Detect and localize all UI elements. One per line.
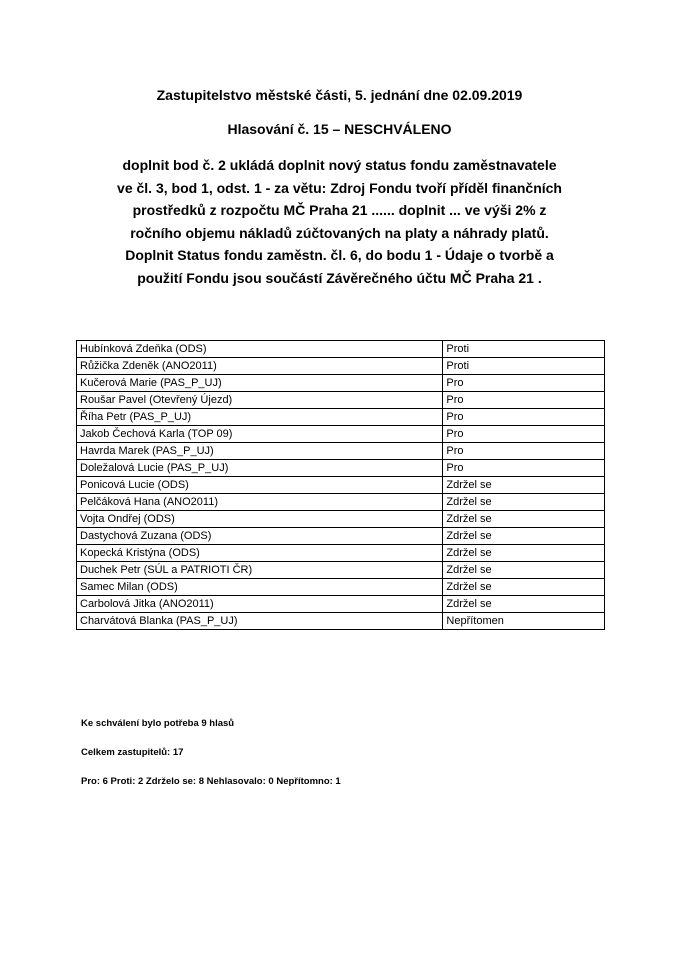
votes-table [76, 340, 605, 630]
description-line: ve čl. 3, bod 1, odst. 1 - za větu: Zdroj Fondu tvoří příděl finančních [117, 179, 562, 196]
description-line: Doplnit Status fondu zaměstn. čl. 6, do bodu 1 - Údaje o tvorbě a [125, 247, 554, 263]
table-row [77, 358, 605, 375]
description-line: prostředků z rozpočtu MČ Praha 21 ...... doplnit ... ve výši 2% z [132, 202, 547, 218]
member-name: Roušar Pavel (Otevřený Újezd) [77, 392, 443, 409]
required-votes-text: Ke schválení bylo potřeba 9 hlasů [81, 718, 235, 729]
vote-title: Hlasování č. 15 – NESCHVÁLENO [227, 121, 452, 137]
member-name: Hubínková Zdeňka (ODS) [77, 341, 443, 358]
member-vote: Zdržel se [443, 511, 605, 528]
table-row [77, 426, 605, 443]
description-line: ročního objemu nákladů zúčtovaných na platy a náhrady platů. [130, 224, 549, 241]
meeting-title: Zastupitelstvo městské části, 5. jednání dne 02.09.2019 [156, 87, 523, 103]
total-members-text: Celkem zastupitelů: 17 [81, 747, 184, 758]
table-row [77, 511, 605, 528]
member-vote: Zdržel se [443, 545, 605, 562]
member-name: Vojta Ondřej (ODS) [77, 511, 443, 528]
member-vote: Pro [443, 443, 605, 460]
member-name: Havrda Marek (PAS_P_UJ) [77, 443, 443, 460]
table-row [77, 375, 605, 392]
description-line: použití Fondu jsou součástí Závěrečného účtu MČ Praha 21 . [137, 269, 542, 286]
table-row [77, 545, 605, 562]
member-vote: Zdržel se [443, 562, 605, 579]
table-row [77, 528, 605, 545]
table-row [77, 613, 605, 630]
member-name: Pelčáková Hana (ANO2011) [77, 494, 443, 511]
member-vote: Zdržel se [443, 528, 605, 545]
member-vote: Zdržel se [443, 596, 605, 613]
table-row [77, 477, 605, 494]
member-vote: Pro [443, 392, 605, 409]
member-vote: Zdržel se [443, 477, 605, 494]
vote-description [80, 154, 599, 289]
member-vote: Pro [443, 375, 605, 392]
member-name: Kučerová Marie (PAS_P_UJ) [77, 375, 443, 392]
member-vote: Zdržel se [443, 579, 605, 596]
member-name: Carbolová Jitka (ANO2011) [77, 596, 443, 613]
member-name: Říha Petr (PAS_P_UJ) [77, 409, 443, 426]
member-vote: Nepřítomen [443, 613, 605, 630]
member-name: Duchek Petr (SÚL a PATRIOTI ČR) [77, 562, 443, 579]
table-row [77, 596, 605, 613]
member-name: Kopecká Kristýna (ODS) [77, 545, 443, 562]
table-row [77, 579, 605, 596]
member-vote: Pro [443, 409, 605, 426]
description-line: doplnit bod č. 2 ukládá doplnit nový status fondu zaměstnavatele [122, 157, 557, 173]
table-row [77, 341, 605, 358]
member-vote: Pro [443, 426, 605, 443]
table-row [77, 460, 605, 477]
table-row [77, 494, 605, 511]
member-vote: Proti [443, 358, 605, 375]
member-name: Jakob Čechová Karla (TOP 09) [77, 426, 443, 443]
table-row [77, 392, 605, 409]
table-row [77, 409, 605, 426]
member-name: Dastychová Zuzana (ODS) [77, 528, 443, 545]
table-row [77, 443, 605, 460]
member-name: Charvátová Blanka (PAS_P_UJ) [77, 613, 443, 630]
member-vote: Proti [443, 341, 605, 358]
table-row [77, 562, 605, 579]
member-name: Samec Milan (ODS) [77, 579, 443, 596]
member-name: Růžička Zdeněk (ANO2011) [77, 358, 443, 375]
member-name: Doležalová Lucie (PAS_P_UJ) [77, 460, 443, 477]
member-vote: Pro [443, 460, 605, 477]
vote-counts-text: Pro: 6 Proti: 2 Zdrželo se: 8 Nehlasovalo: 0 Nepřítomno: 1 [81, 776, 341, 787]
member-name: Ponicová Lucie (ODS) [77, 477, 443, 494]
member-vote: Zdržel se [443, 494, 605, 511]
